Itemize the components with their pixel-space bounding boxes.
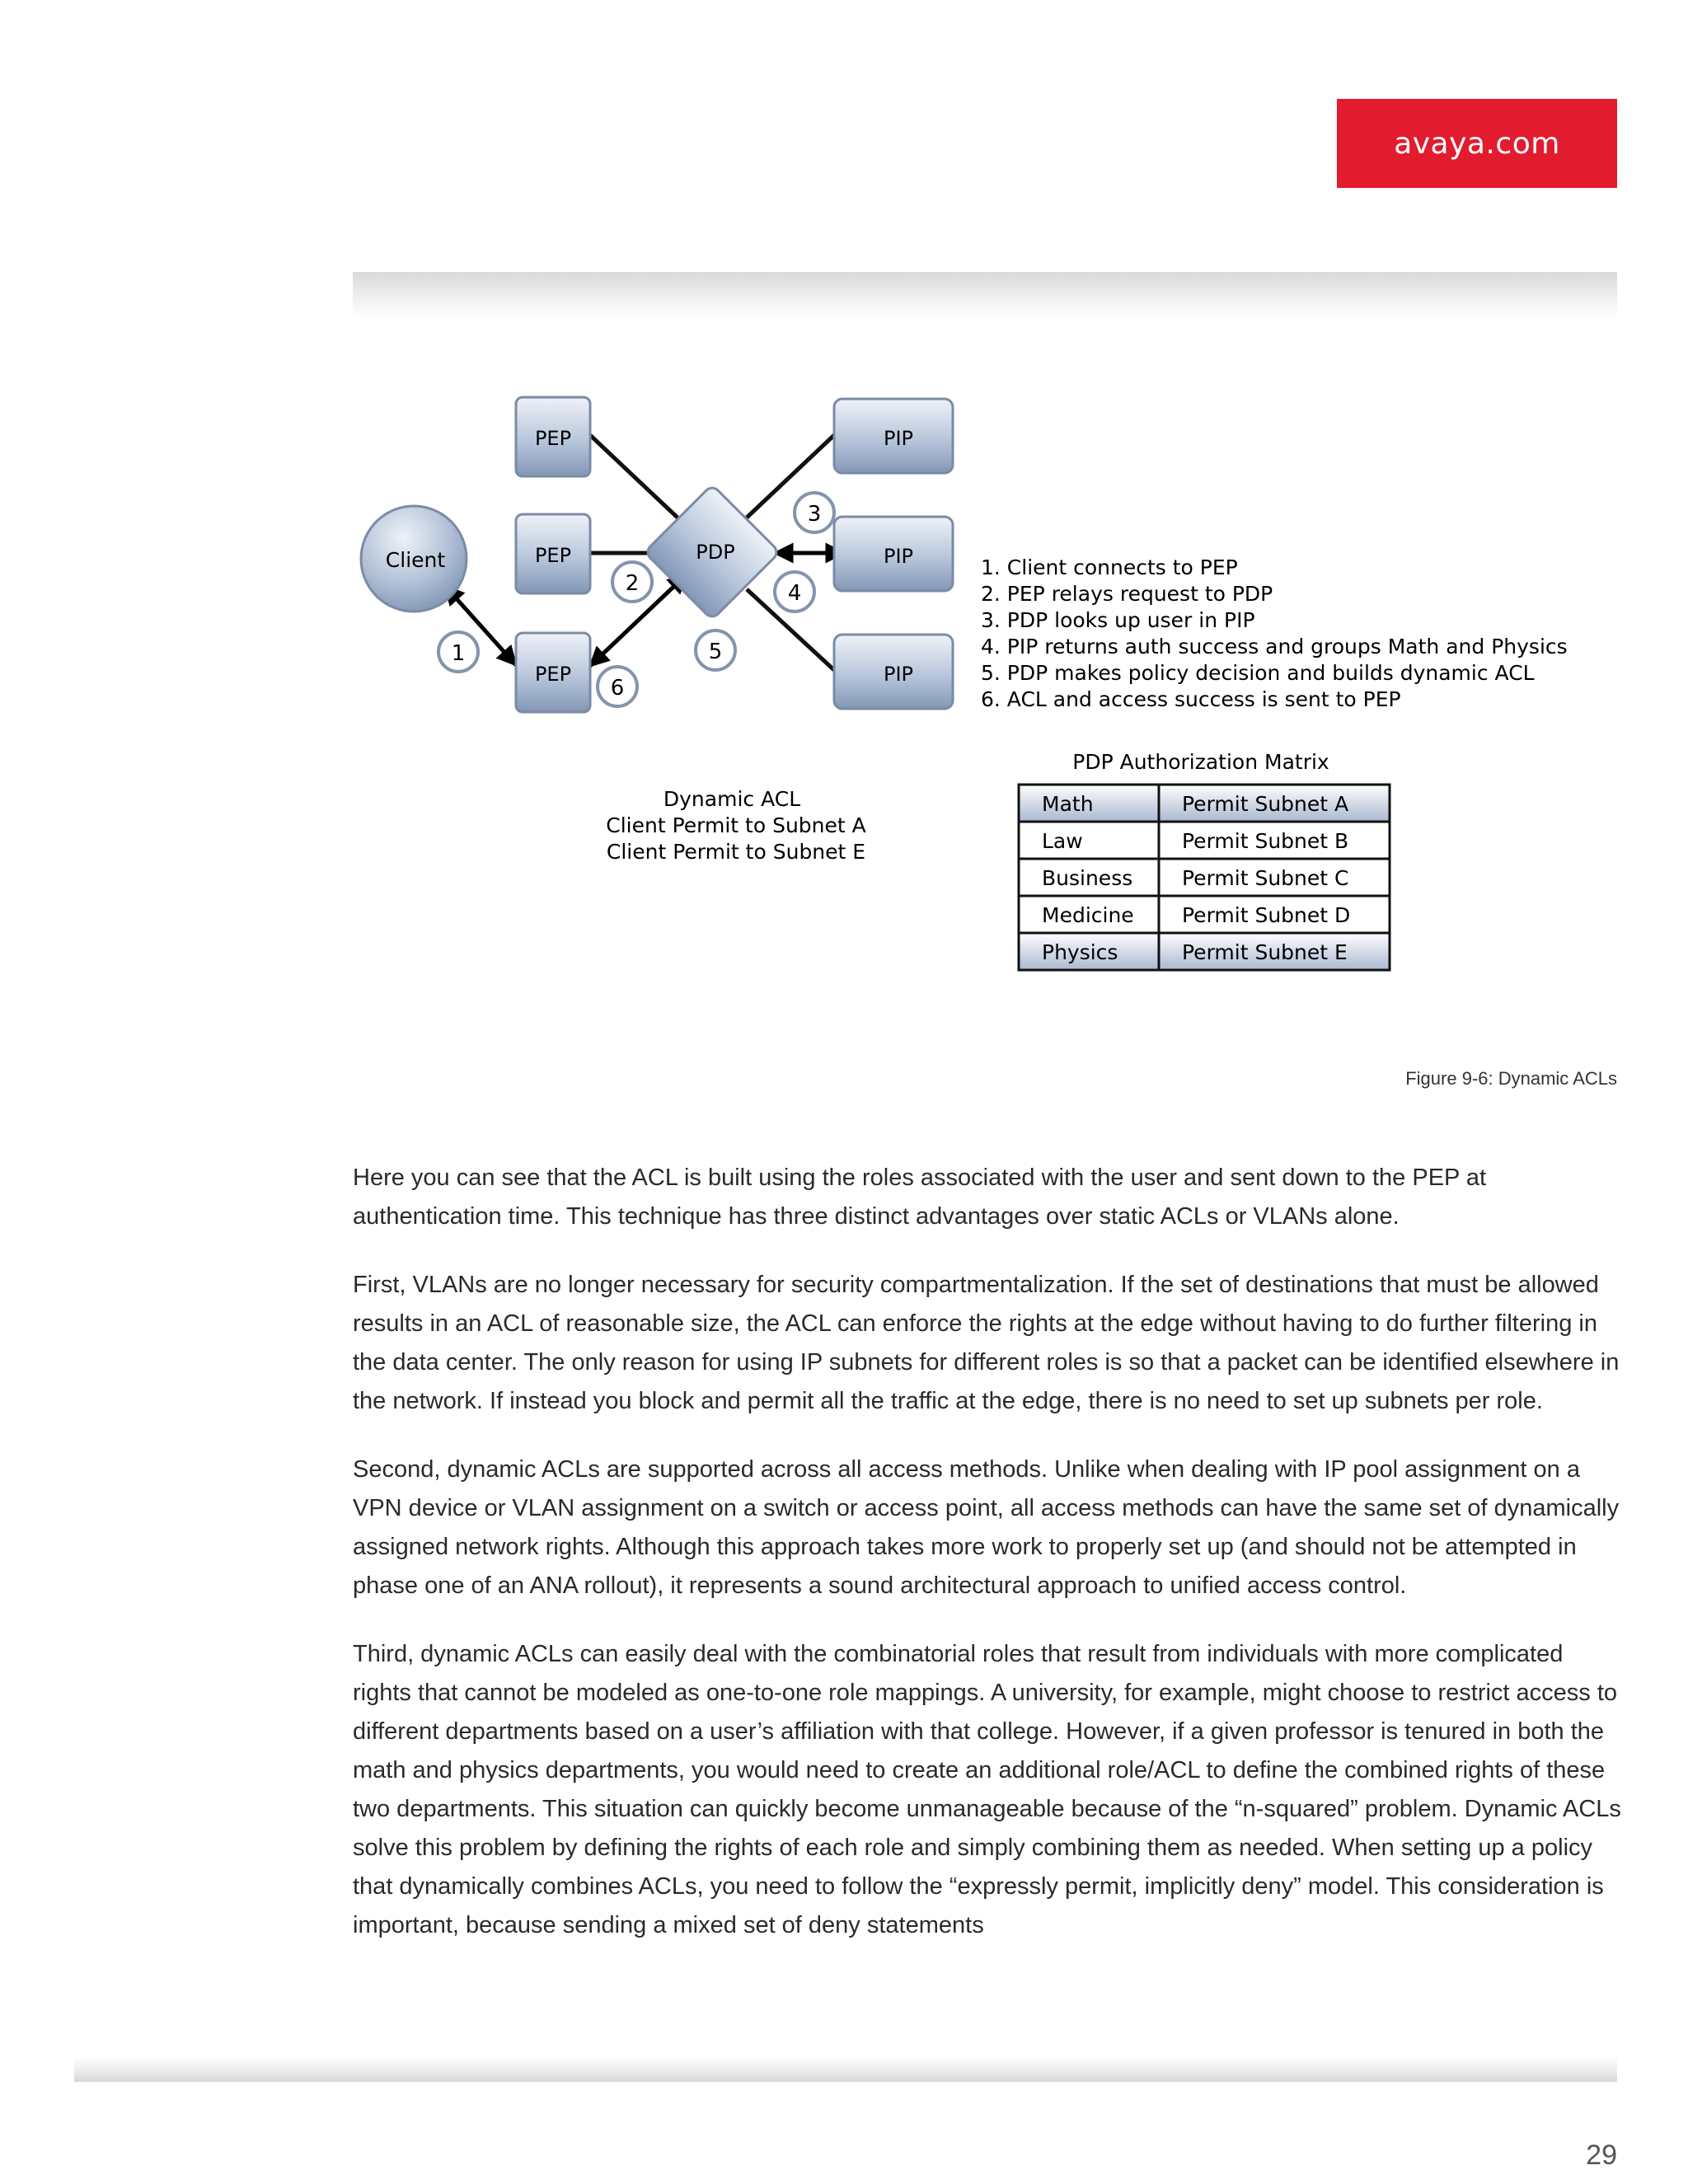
step-text: 5. PDP makes policy decision and builds dynamic ACL [981,661,1535,685]
avaya-logo[interactable]: avaya.com [1337,99,1617,188]
pip-box [834,517,953,591]
pdp-label: PDP [696,541,735,564]
figure-caption: Figure 9-6: Dynamic ACLs [1405,1068,1617,1089]
svg-text:4: 4 [787,581,802,606]
svg-text:5: 5 [708,640,723,664]
steps-list [981,555,1568,711]
matrix-permit-cell: Permit Subnet A [1182,792,1349,816]
pip-box [834,635,953,709]
pep-box [516,397,590,476]
step-text: 6. ACL and access success is sent to PEP [981,687,1401,711]
step-text: 4. PIP returns auth success and groups Math and Physics [981,635,1568,658]
pip-box [834,399,953,473]
svg-text:3: 3 [807,502,822,527]
paragraph: Second, dynamic ACLs are supported across all access methods. Unlike when dealing with IP pool assignment on a VPN device or VLAN assignment on a switch or access point, all access methods can have the same set of dynamically assigned network rights. Although this approach takes more work to properly set up (and should not be attempted in phase one of an ANA rollout), it represents a sound architectural approach to unified access control. [353,1456,1620,1599]
client-node [361,506,467,612]
pep-mid-label: PEP [534,544,572,567]
step-text: 2. PEP relays request to PDP [981,582,1273,606]
page-number: 29 [1586,2139,1617,2171]
step-text: 3. PDP looks up user in PIP [981,608,1255,632]
pip-mid-label: PIP [883,545,914,568]
matrix-permit-cell: Permit Subnet D [1182,903,1351,927]
step-badge-2 [612,562,652,602]
matrix-permit-cell: Permit Subnet B [1182,829,1349,853]
paragraph: Third, dynamic ACLs can easily deal with the combinatorial roles that result from individuals with more complicated rights that cannot be modeled as one-to-one role mappings. A university, for example, might choose to restrict access to different departments based on a user’s affiliation with that college. However, if a given professor is tenured in both the math and physics departments, you would need to create an additional role/ACL to define the combined rights of these two departments. This situation can quickly become unmanageable because of the “n-squared” problem. Dynamic ACLs solve this problem by defining the rights of each role and simply combining them as needed. When setting up a policy that dynamically combines ACLs, you need to follow the “expressly permit, implicitly deny” model. This consideration is important, because sending a mixed set of deny statements [353,1641,1621,1938]
authorization-matrix [1019,785,1390,970]
line-pep-top-pdp [590,435,678,518]
footer-divider-band [74,2057,1617,2082]
paragraph: First, VLANs are no longer necessary for security compartmentalization. If the set of destinations that must be allowed results in an ACL of reasonable size, the ACL can enforce the rights at the edge without having to do further filtering in the data center. The only reason for using IP subnets for different roles is so that a packet can be identified elsewhere in the network. If instead you block and permit all the traffic at the edge, there is no need to set up subnets per role. [353,1272,1620,1414]
pip-bottom-label: PIP [883,663,914,686]
pep-top-label: PEP [534,427,572,450]
paragraph: Here you can see that the ACL is built using the roles associated with the user and sent down to the PEP at authentication time. This technique has three distinct advantages over static ACLs or VLANs alone. [353,1165,1487,1230]
pep-box [516,633,590,712]
matrix-role-cell: Law [1042,829,1083,853]
pep-box [516,514,590,593]
pip-top-label: PIP [883,427,914,450]
step-badge-6 [598,667,637,706]
matrix-role-cell: Math [1042,792,1094,816]
acl-line: Client Permit to Subnet E [606,840,866,864]
matrix-role-cell: Medicine [1042,903,1134,927]
matrix-role-cell: Physics [1042,940,1118,964]
matrix-role-cell-bg [1019,822,1159,859]
step-text: 1. Client connects to PEP [981,555,1238,579]
step-badge-4 [775,572,814,612]
matrix-permit-cell: Permit Subnet C [1182,866,1349,890]
svg-text:6: 6 [610,676,625,701]
matrix-permit-cell: Permit Subnet E [1182,940,1348,964]
svg-text:1: 1 [451,641,466,666]
client-label: Client [385,548,446,572]
step-badge-1 [438,632,478,672]
pep-bottom-label: PEP [534,663,572,686]
matrix-role-cell: Business [1042,866,1133,890]
body-text [353,1159,1626,1975]
matrix-title: PDP Authorization Matrix [1072,750,1329,774]
acl-line: Client Permit to Subnet A [606,813,866,837]
dynamic-acl-block [606,787,865,864]
step-badge-5 [696,630,735,670]
acl-title: Dynamic ACL [663,787,801,811]
step-badge-3 [795,493,834,532]
svg-text:2: 2 [625,571,640,596]
